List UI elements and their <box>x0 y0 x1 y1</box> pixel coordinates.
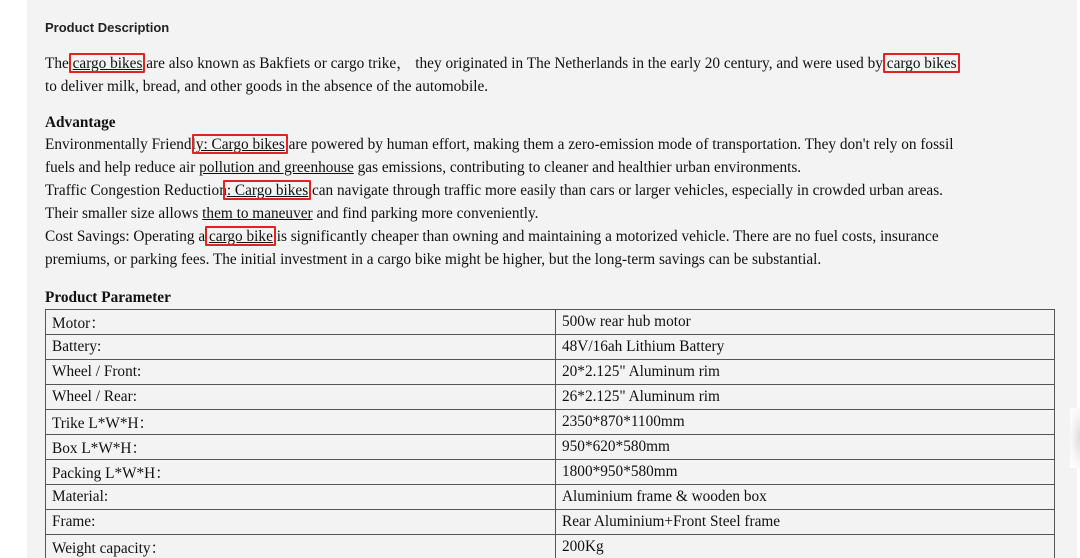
highlight-cargo-bikes-4: : Cargo bikes <box>226 182 309 199</box>
param-label: Material: <box>46 485 556 510</box>
param-value: 26*2.125" Aluminum rim <box>556 385 1055 410</box>
highlight-cargo-bikes-1: cargo bikes <box>72 55 143 72</box>
highlight-cargo-bikes-3: y: Cargo bikes <box>195 136 285 153</box>
product-description-panel <box>27 0 1077 558</box>
param-label: Battery: <box>46 335 556 360</box>
intro-paragraph: The cargo bikes are also known as Bakfiets or cargo trike， they originated in The Netherlands in the early 20 century, and were used by cargo bikes to deliver milk, bread, and other goods in the absence of the automobile. <box>45 55 957 95</box>
param-value: 200Kg <box>556 535 1055 558</box>
highlight-cargo-bike-5: cargo bike <box>209 228 273 245</box>
param-label: Trike L*W*H： <box>46 410 556 435</box>
table-row <box>46 510 1055 535</box>
advantage-heading: Advantage <box>45 114 116 131</box>
table-row <box>46 485 1055 510</box>
param-label: Frame: <box>46 510 556 535</box>
param-value: Rear Aluminium+Front Steel frame <box>556 510 1055 535</box>
advantage-paragraph: Environmentally Friendly: Cargo bikes are powered by human effort, making them a zero-emission mode of transportation. They don't rely on fossil fuels and help reduce air pollution and greenhouse gas emissions, contributing to cleaner and healthier urban environments. Traffic Congestion Reduction: Cargo bikes can navigate through traffic more easily than cars or larger vehicles, especially in crowded urban areas. Their smaller size allows them to maneuver and find parking more conveniently. Cost Savings: Operating a cargo bike is significantly cheaper than owning and maintaining a motorized vehicle. There are no fuel costs, insurance premiums, or parking fees. The initial investment in a cargo bike might be higher, but the long-term savings can be substantial. <box>45 136 954 268</box>
table-row <box>46 460 1055 485</box>
param-value: Aluminium frame & wooden box <box>556 485 1055 510</box>
edge-decoration <box>1070 408 1080 468</box>
param-label: Packing L*W*H： <box>46 460 556 485</box>
table-row <box>46 535 1055 558</box>
section-title: Product Description <box>45 20 170 35</box>
table-row <box>46 435 1055 460</box>
table-row <box>46 385 1055 410</box>
table-row <box>46 360 1055 385</box>
highlight-cargo-bikes-2: cargo bikes <box>886 55 957 72</box>
param-value: 950*620*580mm <box>556 435 1055 460</box>
table-row <box>46 310 1055 335</box>
param-label: Box L*W*H： <box>46 435 556 460</box>
param-label: Wheel / Rear: <box>46 385 556 410</box>
param-value: 2350*870*1100mm <box>556 410 1055 435</box>
product-parameter-heading: Product Parameter <box>45 289 171 306</box>
param-label: Motor： <box>46 310 556 335</box>
param-value: 500w rear hub motor <box>556 310 1055 335</box>
product-parameter-table <box>45 309 1055 558</box>
param-label: Weight capacity： <box>46 535 556 558</box>
param-value: 48V/16ah Lithium Battery <box>556 335 1055 360</box>
param-label: Wheel / Front: <box>46 360 556 385</box>
table-row <box>46 335 1055 360</box>
table-row <box>46 410 1055 435</box>
param-value: 20*2.125" Aluminum rim <box>556 360 1055 385</box>
param-value: 1800*950*580mm <box>556 460 1055 485</box>
